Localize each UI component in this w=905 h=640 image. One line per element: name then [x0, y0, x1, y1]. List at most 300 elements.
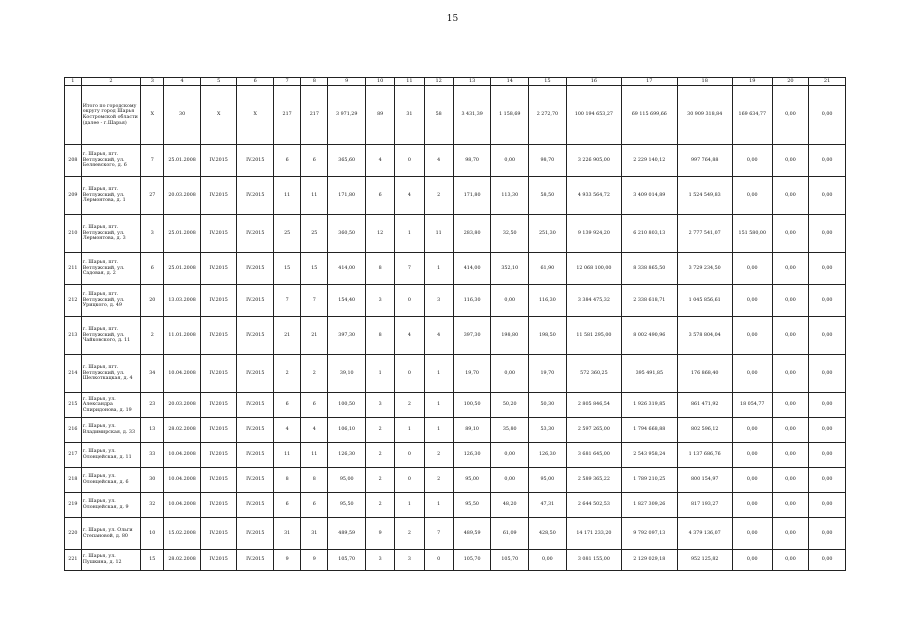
value-cell: 8 [366, 317, 395, 355]
address-cell: г. Шарья, пгт. Ветлужский, ул. Шелкоткацкая, д. 4 [81, 355, 141, 393]
value-cell: 6 [274, 393, 301, 418]
value-cell: 0,00 [491, 468, 529, 493]
value-cell: IV.2015 [237, 443, 274, 468]
address-cell: г. Шарья, пгт. Ветлужский, ул. Садовая, д. 2 [81, 253, 141, 285]
value-cell: 106,10 [328, 418, 366, 443]
value-cell: 1 524 549,83 [677, 177, 732, 215]
value-cell: 7 [141, 145, 164, 177]
value-cell: 3 [424, 285, 453, 317]
address-cell: г. Шарья, пгт. Ветлужский, ул. Лермонтова, д. 3 [81, 215, 141, 253]
value-cell: 95,00 [328, 468, 366, 493]
value-cell: 6 [301, 493, 328, 518]
value-cell: 861 471,92 [677, 393, 732, 418]
table-row [65, 468, 846, 493]
column-number-cell: 5 [200, 78, 237, 86]
value-cell: 11.01.2008 [164, 317, 201, 355]
value-cell: 414,00 [453, 253, 491, 285]
value-cell: 8 [301, 468, 328, 493]
value-cell: 6 [301, 145, 328, 177]
row-number-cell: 219 [65, 493, 82, 518]
value-cell: 800 154,97 [677, 468, 732, 493]
value-cell: 15 [274, 253, 301, 285]
value-cell: 48,20 [491, 493, 529, 518]
value-cell: 2 644 502,53 [566, 493, 621, 518]
row-number-cell: 212 [65, 285, 82, 317]
value-cell: 2 [366, 493, 395, 518]
column-number-cell: 16 [566, 78, 621, 86]
row-number-cell [65, 86, 82, 145]
value-cell: 4 [395, 177, 424, 215]
value-cell: 25.01.2008 [164, 253, 201, 285]
value-cell: 0,00 [772, 550, 809, 571]
value-cell: 3 [395, 550, 424, 571]
value-cell: X [200, 86, 237, 145]
value-cell: IV.2015 [200, 355, 237, 393]
value-cell: 25.01.2008 [164, 145, 201, 177]
value-cell: 30 [141, 468, 164, 493]
value-cell: 0,00 [809, 418, 846, 443]
value-cell: IV.2015 [237, 518, 274, 550]
page-number: 15 [446, 14, 459, 24]
value-cell: IV.2015 [200, 493, 237, 518]
row-number-cell: 214 [65, 355, 82, 393]
value-cell: 251,30 [529, 215, 567, 253]
value-cell: 4 [274, 418, 301, 443]
row-number-cell: 211 [65, 253, 82, 285]
value-cell: IV.2015 [200, 317, 237, 355]
value-cell: 0,00 [809, 518, 846, 550]
value-cell: 3 [141, 215, 164, 253]
value-cell: 20 [141, 285, 164, 317]
row-number-cell: 220 [65, 518, 82, 550]
value-cell: 1 827 309,26 [622, 493, 677, 518]
value-cell: 69 115 699,66 [622, 86, 677, 145]
value-cell: 2 338 618,71 [622, 285, 677, 317]
value-cell: 0,00 [491, 285, 529, 317]
value-cell: 0,00 [732, 355, 772, 393]
value-cell: 0,00 [732, 177, 772, 215]
value-cell: 8 338 865,50 [622, 253, 677, 285]
value-cell: 0 [395, 468, 424, 493]
value-cell: 27 [141, 177, 164, 215]
value-cell: 105,70 [491, 550, 529, 571]
value-cell: 0,00 [732, 468, 772, 493]
value-cell: 397,30 [453, 317, 491, 355]
value-cell: 1 [395, 418, 424, 443]
value-cell: 1 137 686,76 [677, 443, 732, 468]
value-cell: 1 [424, 355, 453, 393]
value-cell: 352,10 [491, 253, 529, 285]
value-cell: 20.03.2008 [164, 393, 201, 418]
value-cell: 1 [424, 253, 453, 285]
value-cell: 0,00 [809, 317, 846, 355]
value-cell: 154,40 [328, 285, 366, 317]
value-cell: 1 [424, 393, 453, 418]
value-cell: IV.2015 [237, 418, 274, 443]
value-cell: 100 194 653,27 [566, 86, 621, 145]
row-number-cell: 209 [65, 177, 82, 215]
value-cell: 13 [141, 418, 164, 443]
value-cell: 0,00 [809, 177, 846, 215]
value-cell: IV.2015 [237, 493, 274, 518]
column-number-cell: 14 [491, 78, 529, 86]
value-cell: 15 [301, 253, 328, 285]
value-cell: 365,60 [328, 145, 366, 177]
value-cell: 3 [366, 285, 395, 317]
value-cell: 2 [366, 468, 395, 493]
row-number-cell: 218 [65, 468, 82, 493]
value-cell: 0,00 [772, 177, 809, 215]
value-cell: 31 [395, 86, 424, 145]
value-cell: 61,90 [529, 253, 567, 285]
row-number-cell: 215 [65, 393, 82, 418]
value-cell: 19,70 [453, 355, 491, 393]
value-cell: 3 971,29 [328, 86, 366, 145]
value-cell: 4 [424, 317, 453, 355]
value-cell: 4 [424, 145, 453, 177]
value-cell: 25.01.2008 [164, 215, 201, 253]
value-cell: 0,00 [772, 468, 809, 493]
address-cell: г. Шарья, ул. Олонцейская, д. 11 [81, 443, 141, 468]
value-cell: 2 [424, 468, 453, 493]
value-cell: 1 926 319,85 [622, 393, 677, 418]
table-row [65, 177, 846, 215]
value-cell: 0,00 [732, 253, 772, 285]
value-cell: 2 [274, 355, 301, 393]
value-cell: IV.2015 [237, 177, 274, 215]
value-cell: 171,80 [453, 177, 491, 215]
value-cell: 105,70 [453, 550, 491, 571]
value-cell: 0,00 [772, 145, 809, 177]
value-cell: 58 [424, 86, 453, 145]
value-cell: 126,30 [328, 443, 366, 468]
table-row [65, 443, 846, 468]
value-cell: 21 [301, 317, 328, 355]
value-cell: 14 171 233,20 [566, 518, 621, 550]
value-cell: 0,00 [772, 215, 809, 253]
value-cell: 1 [366, 355, 395, 393]
value-cell: 2 [395, 393, 424, 418]
column-number-cell: 18 [677, 78, 732, 86]
value-cell: 35,80 [491, 418, 529, 443]
row-number-cell: 208 [65, 145, 82, 177]
value-cell: 31 [301, 518, 328, 550]
value-cell: 34 [141, 355, 164, 393]
row-number-cell: 216 [65, 418, 82, 443]
address-cell: г. Шарья, ул. Олонцейская, д. 9 [81, 493, 141, 518]
value-cell: 6 210 803,13 [622, 215, 677, 253]
value-cell: 13.03.2008 [164, 285, 201, 317]
table-row [65, 550, 846, 571]
column-number-cell: 11 [395, 78, 424, 86]
value-cell: 39,10 [328, 355, 366, 393]
value-cell: 95,00 [529, 468, 567, 493]
value-cell: 32,50 [491, 215, 529, 253]
value-cell: 0,00 [732, 550, 772, 571]
value-cell: 105,70 [328, 550, 366, 571]
value-cell: 18 054,77 [732, 393, 772, 418]
value-cell: 0,00 [809, 443, 846, 468]
value-cell: 0,00 [809, 493, 846, 518]
value-cell: 151 580,00 [732, 215, 772, 253]
resettlement-table [64, 77, 846, 571]
value-cell: 113,30 [491, 177, 529, 215]
value-cell: 0 [395, 285, 424, 317]
value-cell: 0,00 [772, 443, 809, 468]
value-cell: 9 [301, 550, 328, 571]
value-cell: 2 229 140,12 [622, 145, 677, 177]
value-cell: 1 045 856,61 [677, 285, 732, 317]
value-cell: 414,00 [328, 253, 366, 285]
value-cell: 3 578 804,04 [677, 317, 732, 355]
value-cell: 6 [274, 145, 301, 177]
address-cell: г. Шарья, ул. Олонцейская, д. 6 [81, 468, 141, 493]
value-cell: 7 [301, 285, 328, 317]
value-cell: 10.04.2008 [164, 493, 201, 518]
value-cell: 1 [424, 418, 453, 443]
value-cell: IV.2015 [237, 355, 274, 393]
value-cell: 817 193,27 [677, 493, 732, 518]
value-cell: 3 081 155,00 [566, 550, 621, 571]
value-cell: IV.2015 [237, 550, 274, 571]
value-cell: 2 [424, 443, 453, 468]
column-number-cell: 17 [622, 78, 677, 86]
value-cell: 0,00 [809, 550, 846, 571]
value-cell: 50,20 [491, 393, 529, 418]
value-cell: 171,80 [328, 177, 366, 215]
value-cell: 6 [141, 253, 164, 285]
value-cell: 0 [424, 550, 453, 571]
value-cell: 1 794 668,88 [622, 418, 677, 443]
value-cell: 1 [424, 493, 453, 518]
value-cell: 489,59 [453, 518, 491, 550]
column-number-cell: 4 [164, 78, 201, 86]
column-number-cell: 8 [301, 78, 328, 86]
value-cell: 19,70 [529, 355, 567, 393]
value-cell: 2 589 365,22 [566, 468, 621, 493]
value-cell: 30 909 318,84 [677, 86, 732, 145]
value-cell: 3 [366, 550, 395, 571]
value-cell: 0 [395, 443, 424, 468]
value-cell: 11 581 295,00 [566, 317, 621, 355]
value-cell: IV.2015 [200, 215, 237, 253]
value-cell: IV.2015 [237, 215, 274, 253]
value-cell: 360,50 [328, 215, 366, 253]
value-cell: 10.04.2008 [164, 355, 201, 393]
address-cell: г. Шарья, пгт. Ветлужский, ул. Беляевского, д. 6 [81, 145, 141, 177]
column-number-cell: 12 [424, 78, 453, 86]
value-cell: 9 792 097,13 [622, 518, 677, 550]
value-cell: 0,00 [809, 253, 846, 285]
column-number-cell: 6 [237, 78, 274, 86]
column-number-cell: 2 [81, 78, 141, 86]
value-cell: 11 [301, 177, 328, 215]
value-cell: 6 [366, 177, 395, 215]
value-cell: 0,00 [809, 393, 846, 418]
column-number-cell: 7 [274, 78, 301, 86]
row-number-cell: 221 [65, 550, 82, 571]
value-cell: 0,00 [732, 418, 772, 443]
value-cell: 0,00 [732, 518, 772, 550]
value-cell: 0,00 [772, 355, 809, 393]
value-cell: 98,70 [529, 145, 567, 177]
column-number-cell: 19 [732, 78, 772, 86]
value-cell: 0,00 [491, 443, 529, 468]
value-cell: 2 543 958,24 [622, 443, 677, 468]
table-row [65, 215, 846, 253]
column-number-cell: 3 [141, 78, 164, 86]
value-cell: 9 139 924,20 [566, 215, 621, 253]
value-cell: 89 [366, 86, 395, 145]
value-cell: 12 068 100,00 [566, 253, 621, 285]
table-row [65, 253, 846, 285]
value-cell: 997 764,88 [677, 145, 732, 177]
column-number-cell: 13 [453, 78, 491, 86]
table-row [65, 518, 846, 550]
value-cell: IV.2015 [237, 468, 274, 493]
value-cell: IV.2015 [200, 145, 237, 177]
value-cell: 126,30 [529, 443, 567, 468]
value-cell: X [237, 86, 274, 145]
column-number-cell: 15 [529, 78, 567, 86]
value-cell: IV.2015 [200, 253, 237, 285]
value-cell: 6 [274, 493, 301, 518]
value-cell: 489,59 [328, 518, 366, 550]
value-cell: IV.2015 [237, 317, 274, 355]
value-cell: 11 [274, 177, 301, 215]
value-cell: 9 [366, 518, 395, 550]
value-cell: 802 596,12 [677, 418, 732, 443]
value-cell: IV.2015 [200, 468, 237, 493]
value-cell: 2 [301, 355, 328, 393]
value-cell: IV.2015 [200, 418, 237, 443]
value-cell: 217 [274, 86, 301, 145]
value-cell: 0,00 [772, 393, 809, 418]
value-cell: 0,00 [732, 145, 772, 177]
value-cell: 0 [395, 145, 424, 177]
value-cell: 8 [366, 253, 395, 285]
table-row [65, 355, 846, 393]
row-number-cell: 217 [65, 443, 82, 468]
value-cell: 4 933 564,72 [566, 177, 621, 215]
value-cell: 4 [395, 317, 424, 355]
value-cell: 1 789 210,25 [622, 468, 677, 493]
value-cell: 3 681 645,00 [566, 443, 621, 468]
value-cell: 1 [395, 493, 424, 518]
value-cell: 0 [395, 355, 424, 393]
value-cell: 116,30 [529, 285, 567, 317]
value-cell: 0,00 [772, 418, 809, 443]
value-cell: 31 [274, 518, 301, 550]
value-cell: X [141, 86, 164, 145]
value-cell: 4 [301, 418, 328, 443]
value-cell: IV.2015 [237, 393, 274, 418]
value-cell: 0,00 [491, 145, 529, 177]
value-cell: 11 [301, 443, 328, 468]
value-cell: IV.2015 [237, 145, 274, 177]
value-cell: 0,00 [732, 493, 772, 518]
address-cell: г. Шарья, пгт. Ветлужский, ул. Урицкого, д. 49 [81, 285, 141, 317]
value-cell: 47,31 [529, 493, 567, 518]
value-cell: 176 868,40 [677, 355, 732, 393]
value-cell: 283,80 [453, 215, 491, 253]
value-cell: 32 [141, 493, 164, 518]
value-cell: 11 [274, 443, 301, 468]
value-cell: 30 [164, 86, 201, 145]
value-cell: 395 491,85 [622, 355, 677, 393]
value-cell: IV.2015 [200, 550, 237, 571]
value-cell: 50,30 [529, 393, 567, 418]
value-cell: 2 [366, 443, 395, 468]
value-cell: 0,00 [772, 86, 809, 145]
value-cell: 0,00 [809, 285, 846, 317]
value-cell: 0,00 [772, 518, 809, 550]
value-cell: 3 431,39 [453, 86, 491, 145]
value-cell: 8 [274, 468, 301, 493]
value-cell: 6 [301, 393, 328, 418]
address-cell: Итого по городскому округу город Шарья Костромской области (далее - г.Шарья) [81, 86, 141, 145]
value-cell: 2 805 846,54 [566, 393, 621, 418]
value-cell: 0,00 [772, 493, 809, 518]
total-row [65, 86, 846, 145]
table-row [65, 285, 846, 317]
value-cell: 3 [366, 393, 395, 418]
address-cell: г. Шарья, ул. Ольги Степановой, д. 80 [81, 518, 141, 550]
value-cell: 3 409 014,89 [622, 177, 677, 215]
value-cell: 2 272,70 [529, 86, 567, 145]
column-number-cell: 20 [772, 78, 809, 86]
value-cell: 3 729 234,50 [677, 253, 732, 285]
value-cell: 7 [424, 518, 453, 550]
value-cell: 0,00 [732, 285, 772, 317]
value-cell: 4 379 136,07 [677, 518, 732, 550]
value-cell: 952 125,82 [677, 550, 732, 571]
value-cell: 169 634,77 [732, 86, 772, 145]
value-cell: IV.2015 [200, 177, 237, 215]
value-cell: 1 158,69 [491, 86, 529, 145]
column-number-cell: 1 [65, 78, 82, 86]
value-cell: 126,30 [453, 443, 491, 468]
value-cell: 7 [274, 285, 301, 317]
table-row [65, 418, 846, 443]
table-row [65, 145, 846, 177]
value-cell: 4 [366, 145, 395, 177]
value-cell: 2 [141, 317, 164, 355]
column-number-cell: 9 [328, 78, 366, 86]
value-cell: 0,00 [809, 145, 846, 177]
value-cell: 116,30 [453, 285, 491, 317]
value-cell: 0,00 [809, 215, 846, 253]
row-number-cell: 210 [65, 215, 82, 253]
value-cell: 95,00 [453, 468, 491, 493]
value-cell: 2 [395, 518, 424, 550]
value-cell: 28.02.2008 [164, 550, 201, 571]
column-number-cell: 10 [366, 78, 395, 86]
column-number-cell: 21 [809, 78, 846, 86]
value-cell: IV.2015 [237, 253, 274, 285]
value-cell: 100,50 [453, 393, 491, 418]
table-row [65, 493, 846, 518]
value-cell: 11 [424, 215, 453, 253]
value-cell: 572 360,25 [566, 355, 621, 393]
value-cell: 397,30 [328, 317, 366, 355]
address-cell: г. Шарья, ул. Александра Спиридонова, д. 19 [81, 393, 141, 418]
value-cell: 61,09 [491, 518, 529, 550]
value-cell: IV.2015 [200, 518, 237, 550]
value-cell: 2 [366, 418, 395, 443]
value-cell: 0,00 [732, 317, 772, 355]
value-cell: 428,50 [529, 518, 567, 550]
